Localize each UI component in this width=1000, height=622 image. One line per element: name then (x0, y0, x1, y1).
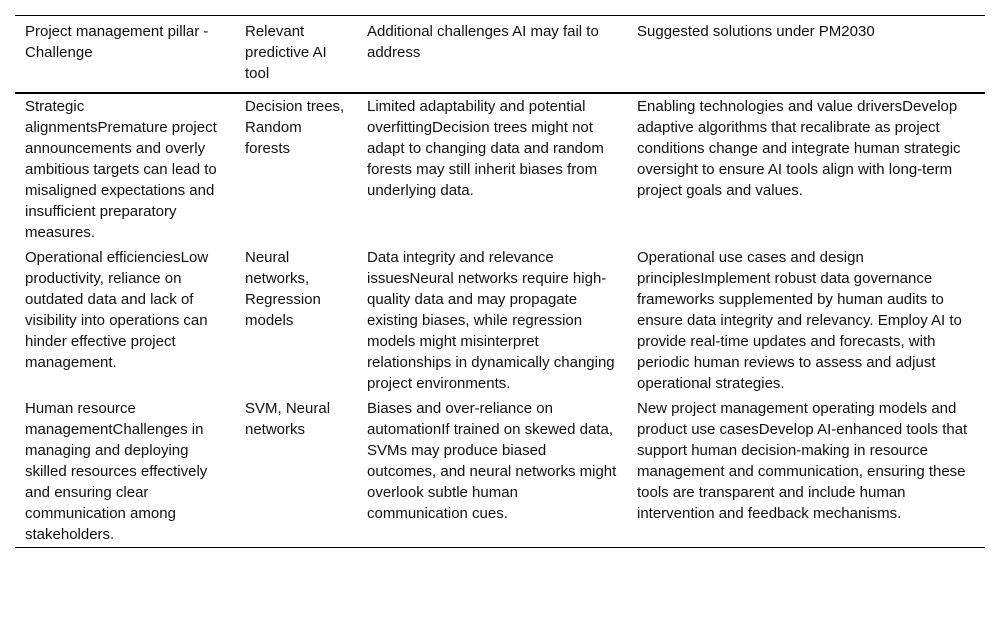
cell-pillar: Human resource managementChallenges in managing and deploying skilled resources effectively and ensuring clear communication among stakeholders. (25, 400, 208, 543)
cell-challenges: Limited adaptability and potential overfittingDecision trees might not adapt to changing data and random forests may still inherit biases from underlying data. (367, 98, 604, 199)
cell-solutions: New project management operating models and product use casesDevelop AI-enhanced tools that support human decision-making in resource management and communication, ensuring these tools are transparent and include human intervention and feedback mechanisms. (637, 400, 968, 522)
table-row (15, 93, 985, 244)
header-pillar-challenge: Project management pillar - Challenge (25, 23, 209, 61)
cell-solutions: Operational use cases and design principlesImplement robust data governance frameworks supplemented by human audits to ensure data integrity and relevancy. Employ AI to provide real-time updates and forecasts, with periodic human reviews to assess and adjust operational strategies. (637, 249, 962, 392)
cell-solutions: Enabling technologies and value driversDevelop adaptive algorithms that recalibrate as project conditions change and integrate human strategic oversight to ensure AI tools align with long-term project goals and values. (637, 98, 961, 199)
cell-pillar: Strategic alignmentsPremature project announcements and overly ambitious targets can lead to misaligned expectations and insufficient preparatory measures. (25, 98, 217, 241)
table-row (15, 395, 985, 548)
table-header (15, 16, 985, 94)
table-row (15, 244, 985, 395)
table-body (15, 93, 985, 548)
cell-challenges: Biases and over-reliance on automationIf trained on skewed data, SVMs may produce biased outcomes, and neural networks might overlook subtle human communication cues. (367, 400, 617, 522)
cell-challenges: Data integrity and relevance issuesNeural networks require high-quality data and may propagate existing biases, while regression models might misinterpret relationships in dynamically changing project environments. (367, 249, 615, 392)
comparison-table-container (15, 15, 985, 548)
cell-pillar: Operational efficienciesLow productivity, reliance on outdated data and lack of visibility into operations can hinder effective project management. (25, 249, 209, 371)
header-predictive-ai-tool: Relevant predictive AI tool (245, 23, 327, 82)
cell-tool: SVM, Neural networks (245, 400, 331, 438)
comparison-table (15, 15, 985, 548)
header-suggested-solutions: Suggested solutions under PM2030 (637, 23, 875, 40)
cell-tool: Decision trees, Random forests (245, 98, 345, 157)
header-row (15, 16, 985, 94)
header-additional-challenges: Additional challenges AI may fail to address (367, 23, 599, 61)
cell-tool: Neural networks, Regression models (245, 249, 321, 329)
